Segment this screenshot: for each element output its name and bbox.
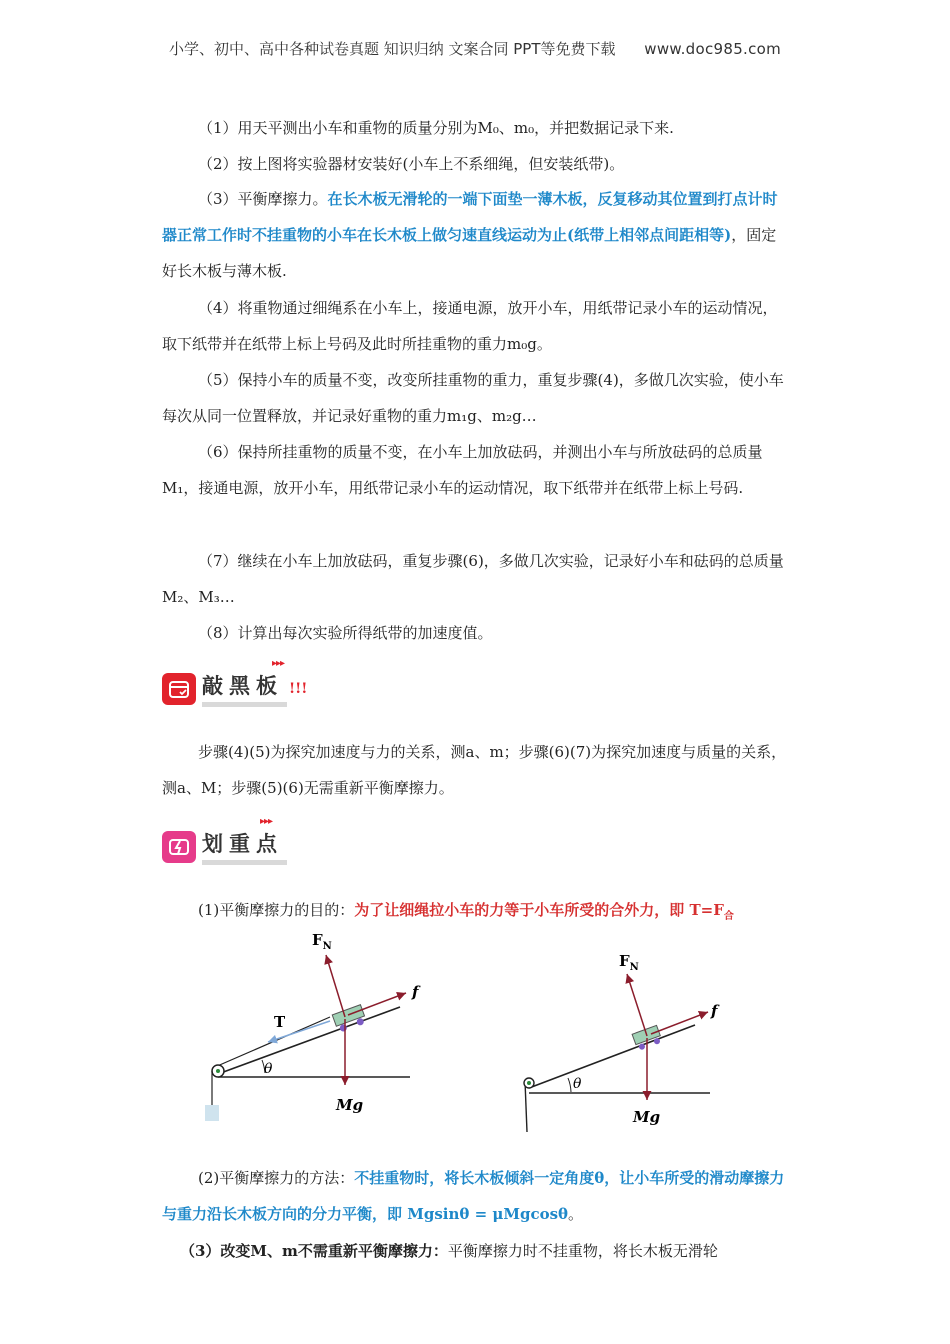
step-6: （6）保持所挂重物的质量不变，在小车上加放砝码，并测出小车与所放砝码的总质量M₁，接通电源，放开小车，用纸带记录小车的运动情况，取下纸带并在纸带上标上号码. xyxy=(162,443,763,497)
key-point-2-end: 。 xyxy=(568,1205,584,1223)
step-5: （5）保持小车的质量不变，改变所挂重物的重力，重复步骤(4)，多做几次实验，使小车每次从同一位置释放，并记录好重物的重力m₁g、m₂g… xyxy=(162,371,784,425)
right-force-diagram xyxy=(515,950,745,1135)
key-point-2 xyxy=(162,1160,790,1232)
left-f-label: f xyxy=(412,983,419,1001)
incline-board xyxy=(218,1007,400,1074)
right-mg-label: Mg xyxy=(633,1108,661,1126)
string xyxy=(215,1017,330,1067)
page-header xyxy=(0,38,950,59)
header-site-link[interactable]: www.doc985.com xyxy=(644,40,782,58)
incline-board-right xyxy=(529,1025,695,1088)
right-f-label: f xyxy=(711,1002,718,1020)
weight-block xyxy=(205,1105,219,1121)
step-3-highlight: 在长木板无滑轮的一端下面垫一薄木板，反复移动其位置到打点计时器正常工作时不挂重物的小车在长木板上做匀速直线运动为止(纸带上相邻点间距相等) xyxy=(162,190,778,244)
step-4: （4）将重物通过细绳系在小车上，接通电源，放开小车，用纸带记录小车的运动情况，取下纸带并在纸带上标上号码及此时所挂重物的重力m₀g。 xyxy=(162,299,778,353)
key-point-2-intro: (2)平衡摩擦力的方法： xyxy=(198,1169,355,1187)
key-point-3 xyxy=(162,1233,790,1269)
left-t-label: T xyxy=(274,1013,286,1031)
key-point-2-highlight: 不挂重物时，将长木板倾斜一定角度θ，让小车所受的滑动摩擦力与重力沿长木板方向的分力平衡，即 Mgsinθ = μMgcosθ xyxy=(162,1169,785,1223)
left-fn-label: $F_N$ xyxy=(312,931,332,952)
normal-force-arrow-right xyxy=(627,974,647,1036)
normal-force-arrow xyxy=(326,955,345,1017)
step-3-end: ，固定好长木板与薄木板. xyxy=(162,226,777,280)
key-point-1-sub: 合 xyxy=(723,911,734,922)
blackboard-badge xyxy=(162,658,308,707)
left-force-diagram xyxy=(190,925,430,1135)
header-text: 小学、初中、高中各种试卷真题 知识归纳 文案合同 PPT等免费下载 xyxy=(168,40,616,58)
right-fn-label: $F_N$ xyxy=(619,952,639,973)
step-1: （1）用天平测出小车和重物的质量分别为M₀、m₀，并把数据记录下来. xyxy=(198,119,674,137)
left-mg-label: Mg xyxy=(336,1096,364,1114)
angle-arc-right xyxy=(568,1078,571,1092)
step-3-intro: （3）平衡摩擦力。 xyxy=(198,190,328,208)
badge-arrows: ▸▸▸ xyxy=(272,658,285,669)
key-point-1-intro: (1)平衡摩擦力的目的： xyxy=(198,901,355,919)
key-point-1-highlight: 为了让细绳拉小车的力等于小车所受的合外力，即 T=F xyxy=(354,901,724,919)
key-points-badge xyxy=(162,816,287,865)
left-theta-label: θ xyxy=(264,1061,273,1077)
step-2: （2）按上图将实验器材安装好(小车上不系细绳，但安装纸带)。 xyxy=(198,155,625,173)
badge-exclamation: !!! xyxy=(289,680,308,697)
friction-arrow xyxy=(348,993,406,1015)
blackboard-label: 敲黑板 xyxy=(202,670,287,707)
step-8: （8）计算出每次实验所得纸带的加速度值。 xyxy=(198,624,493,642)
step-3 xyxy=(162,181,790,289)
badge-arrows-2: ▸▸▸ xyxy=(260,816,273,827)
key-point-3-title: （3）改变M、m不需重新平衡摩擦力： xyxy=(180,1242,448,1260)
right-theta-label: θ xyxy=(573,1076,582,1092)
key-points-label: 划重点 xyxy=(202,828,287,865)
key-point-3-text: 平衡摩擦力时不挂重物，将长木板无滑轮 xyxy=(447,1242,718,1260)
blackboard-note: 步骤(4)(5)为探究加速度与力的关系，测a、m；步骤(6)(7)为探究加速度与质量的关系，测a、M；步骤(5)(6)无需重新平衡摩擦力。 xyxy=(162,743,787,797)
lightning-icon xyxy=(162,831,196,863)
table-edge xyxy=(525,1081,527,1132)
step-7: （7）继续在小车上加放砝码，重复步骤(6)，多做几次实验，记录好小车和砝码的总质量M₂、M₃… xyxy=(162,552,784,606)
pulley-center xyxy=(216,1069,220,1073)
calendar-icon xyxy=(162,673,196,705)
pulley-center-right xyxy=(527,1081,531,1085)
